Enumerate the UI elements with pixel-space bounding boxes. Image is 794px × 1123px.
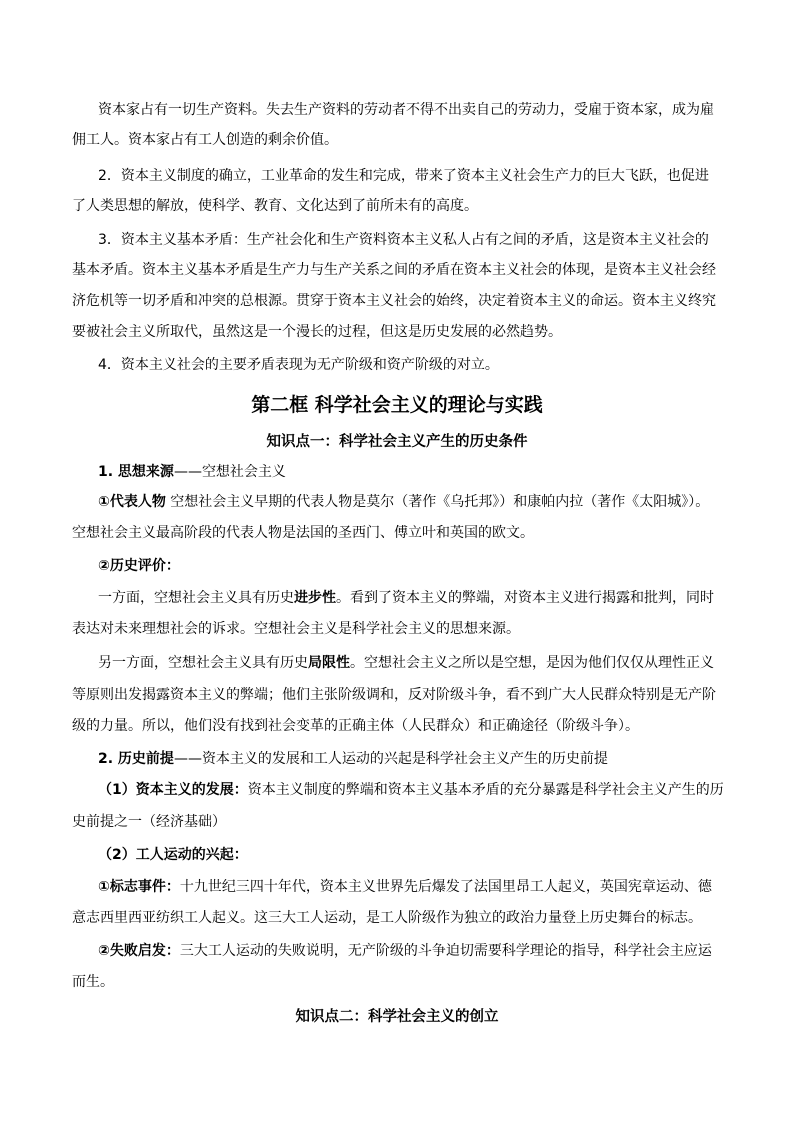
paragraph-line [98, 653, 714, 673]
paragraph-line: 2．资本主义制度的确立，工业革命的发生和完成，带来了资本主义社会生产力的巨大飞跃，也促进 [98, 168, 709, 184]
section-title: 第二框 科学社会主义的理论与实践 [251, 394, 543, 416]
paragraph-line [98, 588, 714, 608]
bold-label: ①代表人物 [98, 494, 166, 510]
paragraph-line: 基本矛盾。资本主义基本矛盾是生产力与生产关系之间的矛盾在资本主义社会的体现，是资本主义社会经 [72, 262, 716, 278]
paragraph-text: 一方面，空想社会主义具有历史 [98, 590, 294, 606]
bold-keyword: 局限性 [308, 655, 350, 671]
paragraph-line: 史前提之一（经济基础） [72, 814, 226, 830]
paragraph-line [98, 492, 709, 512]
bold-label: ②失败启发： [98, 943, 180, 959]
heading-line [98, 749, 608, 769]
knowledge-point-title: 知识点二：科学社会主义的创立 [295, 1009, 499, 1025]
heading-line [98, 462, 286, 482]
paragraph-line: 等原则出发揭露资本主义的弊端；他们主张阶级调和，反对阶级斗争，看不到广大人民群众特别是无产阶 [72, 687, 716, 703]
heading-text: ——资本主义的发展和工人运动的兴起是科学社会主义产生的历史前提 [173, 751, 608, 767]
paragraph-text: 。看到了资本主义的弊端，对资本主义进行揭露和批判，同时 [336, 590, 714, 606]
paragraph-line: 了人类思想的解放，使科学、教育、文化达到了前所未有的高度。 [72, 198, 478, 214]
paragraph-text: 资本主义制度的弊端和资本主义基本矛盾的充分暴露是科学社会主义产生的历 [247, 782, 724, 798]
paragraph-line [98, 780, 724, 800]
bold-label: ①标志事件： [98, 879, 180, 895]
heading-number: 1. 思想来源 [98, 464, 174, 480]
bold-label: （1）资本主义的发展： [98, 782, 248, 798]
paragraph-line: 3．资本主义基本矛盾：生产社会化和生产资料资本主义私人占有之间的矛盾，这是资本主义社会的 [98, 232, 709, 248]
paragraph-line: 佣工人。资本家占有工人创造的剩余价值。 [72, 132, 338, 148]
paragraph-line: 级的力量。所以，他们没有找到社会变革的正确主体（人民群众）和正确途径（阶级斗争）。 [72, 718, 639, 734]
knowledge-point-title: 知识点一：科学社会主义产生的历史条件 [266, 434, 528, 450]
paragraph-line [98, 941, 712, 961]
paragraph-text: 另一方面，空想社会主义具有历史 [98, 655, 308, 671]
paragraph-line [98, 877, 712, 897]
paragraph-line: 空想社会主义最高阶段的代表人物是法国的圣西门、傅立叶和英国的欧文。 [72, 525, 534, 541]
bold-label: （2）工人运动的兴起： [98, 847, 248, 863]
bold-label: ②历史评价： [98, 558, 180, 574]
paragraph-line: 表达对未来理想社会的诉求。空想社会主义是科学社会主义的思想来源。 [72, 621, 520, 637]
paragraph-line: 意志西里西亚纺织工人起义。这三大工人运动，是工人阶级作为独立的政治力量登上历史舞台的标志。 [72, 910, 702, 926]
paragraph-line: 济危机等一切矛盾和冲突的总根源。贯穿于资本主义社会的始终，决定着资本主义的命运。资本主义终究 [72, 293, 716, 309]
heading-text: ——空想社会主义 [173, 464, 286, 480]
heading-number: 2. 历史前提 [98, 751, 174, 767]
paragraph-line: 4．资本主义社会的主要矛盾表现为无产阶级和资产阶级的对立。 [98, 357, 499, 373]
bold-keyword: 进步性 [294, 590, 336, 606]
paragraph-text: 。空想社会主义之所以是空想，是因为他们仅仅从理性正义 [350, 655, 714, 671]
paragraph-text: 空想社会主义早期的代表人物是莫尔（著作《乌托邦》）和康帕内拉（著作《太阳城》）。 [165, 494, 710, 510]
paragraph-line: 要被社会主义所取代，虽然这是一个漫长的过程，但这是历史发展的必然趋势。 [72, 324, 562, 340]
paragraph-text: 十九世纪三四十年代，资本主义世界先后爆发了法国里昂工人起义，英国宪章运动、德 [179, 879, 712, 895]
paragraph-line: 资本家占有一切生产资料。失去生产资料的劳动者不得不出卖自己的劳动力，受雇于资本家，成为雇 [98, 102, 714, 118]
paragraph-text: 三大工人运动的失败说明，无产阶级的斗争迫切需要科学理论的指导，科学社会主应运 [179, 943, 712, 959]
paragraph-line: 而生。 [72, 974, 114, 990]
